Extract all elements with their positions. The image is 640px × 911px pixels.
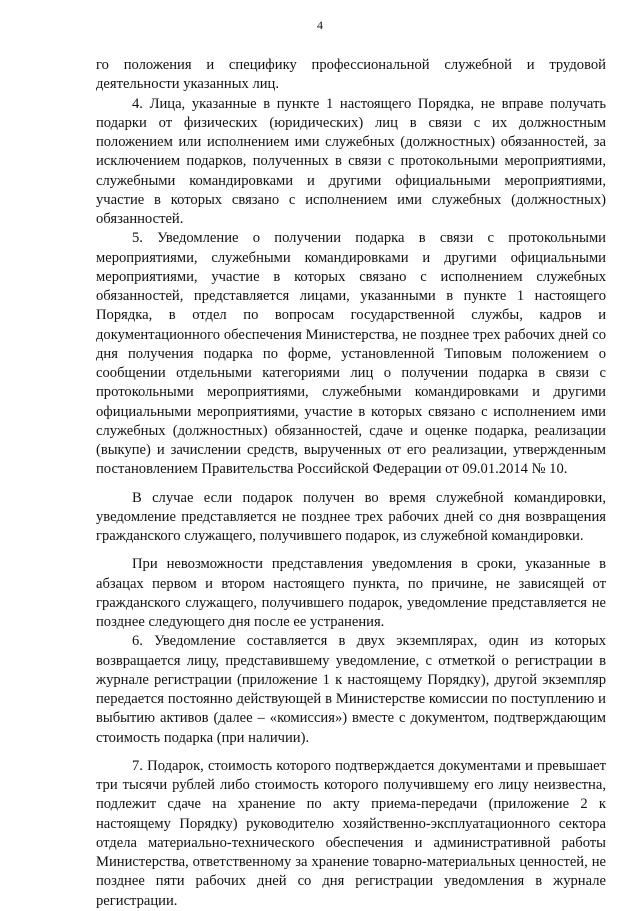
paragraph-item-5-business-trip: В случае если подарок получен во время служебной командировки, уведомление представляется не позднее трех рабочих дней со дня возвращения гражданского служащего, получившего подарок, из служебной командировки. <box>96 489 606 544</box>
paragraph-item-5: 5. Уведомление о получении подарка в связи с протокольными мероприятиями, служебными командировками и другими официальными мероприятиями, участие в которых связано с исполнением служебных обязанностей, представляется лицами, указанными в пункте 1 настоящего Порядка, в отдел по вопросам государственной службы, кадров и документационного обеспечения Министерства, не позднее трех рабочих дней со дня получения подарка по форме, установленной Типовым положением о сообщении отдельными категориями лиц о получении подарка в связи с протокольными мероприятиями, служебными командировками и другими официальными мероприятиями, участие в которых связано с исполнением ими служебных (должностных) обязанностей, сдаче и оценке подарка, реализации (выкупе) и зачислении средств, вырученных от его реализации, утвержденным постановлением Правительства Российской Федерации от 09.01.2014 № 10. <box>96 230 606 478</box>
paragraph-item-4: 4. Лица, указанные в пункте 1 настоящего Порядка, не вправе получать подарки от физических (юридических) лиц в связи с их должностным положением или исполнением ими служебных (должностных) обязанностей, за исключением подарков, полученных в связи с протокольными мероприятиями, служебными командировками и другими официальными мероприятиями, участие в которых связано с исполнением ими служебных (должностных) обязанностей. <box>96 95 606 227</box>
paragraph-item-6: 6. Уведомление составляется в двух экземплярах, один из которых возвращается лицу, представившему уведомление, с отметкой о регистрации в журнале регистрации (приложение 1 к настоящему Порядку), другой экземпляр передается постоянно действующей в Министерстве комиссии по поступлению и выбытию активов (далее – «комиссия») вместе с документом, подтверждающим стоимость подарка (при наличии). <box>96 633 606 746</box>
paragraph-item-5-impossibility: При невозможности представления уведомления в сроки, указанные в абзацах первом и втором настоящего пункта, по причине, не зависящей от гражданского служащего, получившего подарок, уведомление представляется не позднее следующего дня после ее устранения. <box>96 556 606 630</box>
page-number: 4 <box>317 18 323 32</box>
document-body <box>96 56 606 911</box>
paragraph-continuation: го положения и специфику профессиональной служебной и трудовой деятельности указанных лиц. <box>96 57 606 93</box>
paragraph-item-7: 7. Подарок, стоимость которого подтверждается документами и превышает три тысячи рублей либо стоимость которого получившему его лицу неизвестна, подлежит сдаче на хранение по акту приема-передачи (приложение 2 к настоящему Порядку) руководителю хозяйственно-эксплуатационного сектора отдела материально-технического обеспечения и административной работы Министерства, ответственному за хранение товарно-материальных ценностей, не позднее пяти рабочих дней со дня регистрации уведомления в журнале регистрации. <box>96 757 606 909</box>
